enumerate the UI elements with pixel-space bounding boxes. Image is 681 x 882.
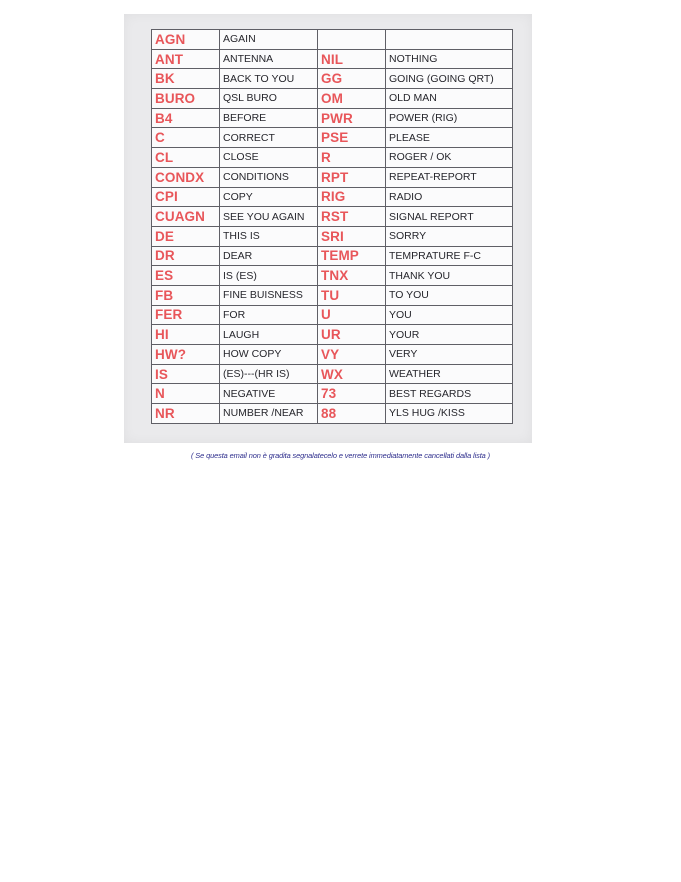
abbreviation-code-right: R: [318, 148, 386, 168]
abbreviation-code-right: UR: [318, 325, 386, 345]
abbreviation-code-left: CPI: [152, 187, 220, 207]
table-row: [152, 246, 513, 266]
abbreviation-meaning-right: YOUR: [386, 325, 513, 345]
abbreviation-meaning-right: [386, 30, 513, 50]
abbreviation-code-left: CONDX: [152, 167, 220, 187]
abbreviation-code-right: RST: [318, 207, 386, 227]
abbreviation-code-left: FB: [152, 285, 220, 305]
footer-note: ( Se questa email non è gradita segnalatecelo e verrete immediatamente cancellati dalla lista ): [190, 451, 491, 460]
abbreviation-table: [151, 29, 513, 424]
abbreviation-code-left: CL: [152, 148, 220, 168]
abbreviation-meaning-left: FINE BUISNESS: [220, 285, 318, 305]
abbreviation-code-left: CUAGN: [152, 207, 220, 227]
table-row: [152, 69, 513, 89]
table-row: [152, 364, 513, 384]
abbreviation-meaning-right: GOING (GOING QRT): [386, 69, 513, 89]
abbreviation-meaning-right: POWER (RIG): [386, 108, 513, 128]
table-row: [152, 167, 513, 187]
table-row: [152, 207, 513, 227]
abbreviation-meaning-left: DEAR: [220, 246, 318, 266]
table-row: [152, 226, 513, 246]
abbreviation-meaning-right: BEST REGARDS: [386, 384, 513, 404]
abbreviation-code-left: BK: [152, 69, 220, 89]
abbreviation-code-right: SRI: [318, 226, 386, 246]
abbreviation-meaning-right: TO YOU: [386, 285, 513, 305]
abbreviation-code-right: RPT: [318, 167, 386, 187]
table-row: [152, 404, 513, 424]
table-row: [152, 108, 513, 128]
abbreviation-meaning-right: SORRY: [386, 226, 513, 246]
abbreviation-code-right: PSE: [318, 128, 386, 148]
abbreviation-code-right: TNX: [318, 266, 386, 286]
abbreviation-meaning-left: COPY: [220, 187, 318, 207]
abbreviation-code-left: ES: [152, 266, 220, 286]
table-row: [152, 285, 513, 305]
abbreviation-code-left: N: [152, 384, 220, 404]
table-row: [152, 89, 513, 109]
abbreviation-code-right: 73: [318, 384, 386, 404]
abbreviation-meaning-left: CONDITIONS: [220, 167, 318, 187]
abbreviation-meaning-left: QSL BURO: [220, 89, 318, 109]
abbreviation-meaning-right: VERY: [386, 345, 513, 365]
abbreviation-meaning-left: LAUGH: [220, 325, 318, 345]
abbreviation-code-right: RIG: [318, 187, 386, 207]
abbreviation-meaning-left: SEE YOU AGAIN: [220, 207, 318, 227]
abbreviation-code-right: TEMP: [318, 246, 386, 266]
abbreviation-code-left: ANT: [152, 49, 220, 69]
abbreviation-code-left: HI: [152, 325, 220, 345]
table-row: [152, 187, 513, 207]
abbreviation-meaning-left: CLOSE: [220, 148, 318, 168]
abbreviation-meaning-left: FOR: [220, 305, 318, 325]
abbreviation-meaning-right: WEATHER: [386, 364, 513, 384]
abbreviation-code-left: IS: [152, 364, 220, 384]
abbreviation-code-left: NR: [152, 404, 220, 424]
abbreviation-table-body: [152, 30, 513, 424]
abbreviation-code-right: GG: [318, 69, 386, 89]
table-row: [152, 384, 513, 404]
abbreviation-code-right: 88: [318, 404, 386, 424]
abbreviation-meaning-right: OLD MAN: [386, 89, 513, 109]
abbreviation-code-right: VY: [318, 345, 386, 365]
table-row: [152, 30, 513, 50]
abbreviation-meaning-left: CORRECT: [220, 128, 318, 148]
abbreviation-code-right: NIL: [318, 49, 386, 69]
abbreviation-meaning-right: TEMPRATURE F-C: [386, 246, 513, 266]
abbreviation-code-right: OM: [318, 89, 386, 109]
abbreviation-code-left: DR: [152, 246, 220, 266]
abbreviation-meaning-right: YLS HUG /KISS: [386, 404, 513, 424]
abbreviation-meaning-right: PLEASE: [386, 128, 513, 148]
abbreviation-code-left: HW?: [152, 345, 220, 365]
abbreviation-code-left: C: [152, 128, 220, 148]
abbreviation-code-right: WX: [318, 364, 386, 384]
abbreviation-code-left: BURO: [152, 89, 220, 109]
abbreviation-code-right: PWR: [318, 108, 386, 128]
abbreviation-meaning-right: RADIO: [386, 187, 513, 207]
table-row: [152, 148, 513, 168]
abbreviation-meaning-left: BACK TO YOU: [220, 69, 318, 89]
table-row: [152, 305, 513, 325]
abbreviation-code-left: FER: [152, 305, 220, 325]
abbreviation-meaning-left: THIS IS: [220, 226, 318, 246]
abbreviation-code-left: AGN: [152, 30, 220, 50]
abbreviation-meaning-right: ROGER / OK: [386, 148, 513, 168]
table-row: [152, 49, 513, 69]
abbreviation-meaning-left: IS (ES): [220, 266, 318, 286]
abbreviation-meaning-left: AGAIN: [220, 30, 318, 50]
abbreviation-code-left: DE: [152, 226, 220, 246]
abbreviation-meaning-left: NEGATIVE: [220, 384, 318, 404]
abbreviation-code-right: [318, 30, 386, 50]
abbreviation-meaning-left: BEFORE: [220, 108, 318, 128]
abbreviation-meaning-left: HOW COPY: [220, 345, 318, 365]
abbreviation-meaning-left: NUMBER /NEAR: [220, 404, 318, 424]
abbreviation-code-right: U: [318, 305, 386, 325]
abbreviation-meaning-right: NOTHING: [386, 49, 513, 69]
abbreviation-meaning-left: ANTENNA: [220, 49, 318, 69]
abbreviation-code-left: B4: [152, 108, 220, 128]
abbreviation-meaning-right: REPEAT-REPORT: [386, 167, 513, 187]
table-row: [152, 345, 513, 365]
abbreviation-meaning-right: THANK YOU: [386, 266, 513, 286]
table-row: [152, 266, 513, 286]
abbreviation-meaning-left: (ES)---(HR IS): [220, 364, 318, 384]
abbreviation-meaning-right: SIGNAL REPORT: [386, 207, 513, 227]
abbreviation-code-right: TU: [318, 285, 386, 305]
table-row: [152, 325, 513, 345]
table-row: [152, 128, 513, 148]
abbreviation-meaning-right: YOU: [386, 305, 513, 325]
